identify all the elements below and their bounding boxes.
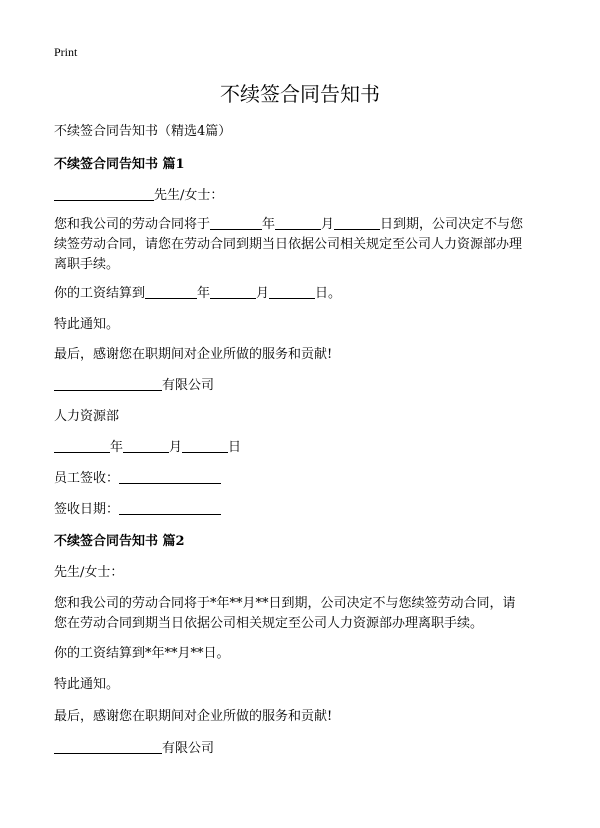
document-subtitle: 不续签合同告知书（精选4篇） [54, 124, 232, 139]
section2-salutation: 先生/女士： [54, 565, 124, 580]
employee-sign-label: 员工签收： [54, 471, 120, 486]
sign-day-blank [182, 440, 228, 453]
month-label: 月 [321, 217, 335, 232]
employee-sign-blank [119, 471, 221, 484]
section1-salary-line [54, 282, 341, 301]
section1-notice: 特此通知。 [54, 317, 120, 332]
section1-heading: 不续签合同告知书 篇1 [54, 157, 185, 172]
section2-para1-line2: 您在劳动合同到期当日依据公司相关规定至公司人力资源部办理离职手续。 [54, 616, 484, 631]
sign-year-label: 年 [110, 440, 124, 455]
date-day-blank [334, 217, 380, 230]
section1-para1-line1 [54, 213, 523, 232]
salary-end-text: 日。 [315, 286, 342, 301]
section2-para1-line1: 您和我公司的劳动合同将于*年**月**日到期，公司决定不与您续签劳动合同，请 [54, 596, 516, 611]
employee-sign-line [54, 467, 221, 486]
sign-day-label: 日 [228, 440, 242, 455]
sign-month-label: 月 [169, 440, 183, 455]
year-label: 年 [262, 217, 276, 232]
section1-dept: 人力资源部 [54, 409, 120, 424]
sign-year-blank [54, 440, 110, 453]
salary-day-blank [269, 286, 315, 299]
section2-salary: 你的工资结算到*年**月**日。 [54, 646, 230, 661]
salary-month-label: 月 [256, 286, 270, 301]
section1-para1-line2: 续签劳动合同，请您在劳动合同到期当日依据公司相关规定至公司人力资源部办理 [54, 237, 523, 252]
name-blank [54, 188, 154, 201]
section1-para1-line3: 离职手续。 [54, 257, 120, 272]
salary-year-blank [145, 286, 197, 299]
sign-date-blank [119, 502, 221, 515]
section1-date-line [54, 436, 241, 455]
section1-salutation: 先生/女士： [154, 188, 224, 203]
company-name-blank [54, 378, 162, 391]
section2-notice: 特此通知。 [54, 677, 120, 692]
section2-thanks: 最后，感谢您在职期间对企业所做的服务和贡献! [54, 709, 333, 724]
section2-company-suffix: 有限公司 [162, 741, 215, 756]
sign-month-blank [123, 440, 169, 453]
section1-salutation-line [54, 184, 223, 203]
para1-text-a: 您和我公司的劳动合同将于 [54, 217, 211, 232]
company-suffix: 有限公司 [162, 378, 215, 393]
para1-text-b: 日到期，公司决定不与您 [380, 217, 524, 232]
sign-date-line [54, 498, 221, 517]
section2-company-line [54, 737, 214, 756]
sign-date-label: 签收日期： [54, 502, 120, 517]
salary-year-label: 年 [197, 286, 211, 301]
section1-thanks: 最后，感谢您在职期间对企业所做的服务和贡献! [54, 347, 333, 362]
date-month-blank [275, 217, 321, 230]
section1-company-line [54, 374, 214, 393]
date-year-blank [210, 217, 262, 230]
salary-text: 你的工资结算到 [54, 286, 146, 301]
document-title: 不续签合同告知书 [220, 82, 380, 106]
salary-month-blank [210, 286, 256, 299]
section2-company-name-blank [54, 741, 162, 754]
print-label[interactable]: Print [54, 45, 78, 59]
section2-heading: 不续签合同告知书 篇2 [54, 534, 185, 549]
